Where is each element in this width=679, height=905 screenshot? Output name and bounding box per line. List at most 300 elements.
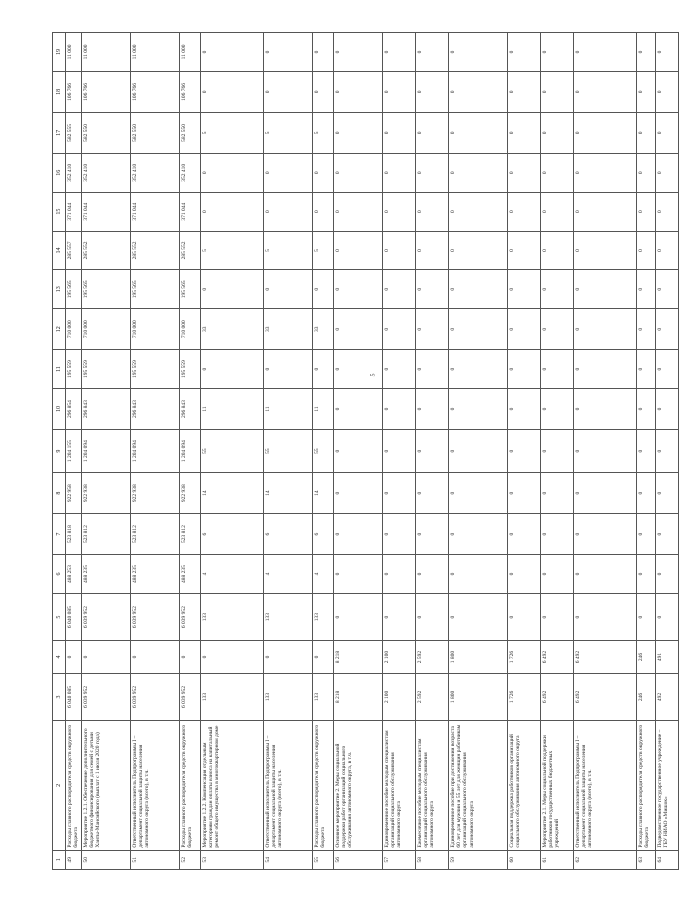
table-cell: 0 [415, 473, 448, 514]
table-cell: 6 [263, 514, 312, 555]
row-name: Подведомственное государственное учреждение – ГБУ НИАО «Мишок» [655, 721, 678, 850]
row-name: Ежемесячное пособие молодым специалистам организаций социального обслуживания автономного округа [415, 721, 448, 850]
table-cell: 0 [540, 112, 573, 153]
table-cell: 0 [333, 153, 382, 192]
row-number: 56 [333, 850, 382, 869]
table-cell: 11 [312, 389, 333, 430]
table-cell: 0 [636, 593, 655, 640]
table-cell: 0 [448, 192, 507, 231]
table-cell: 0 [636, 71, 655, 112]
row-name: Мероприятие 2.1. Меры социальной поддержки работников государственных бюджетных учреждений [540, 721, 573, 850]
column-number: 15 [53, 192, 66, 231]
table-cell: 6 492 [540, 673, 573, 720]
table-cell: 0 [507, 231, 540, 270]
table-cell: 195 565 [66, 270, 82, 309]
table-cell: 0 [448, 389, 507, 430]
table-cell: 0 [540, 153, 573, 192]
table-cell: 0 [655, 593, 678, 640]
table-cell: 285 552 [179, 231, 200, 270]
table-cell: 0 [636, 309, 655, 350]
table-cell: 0 [448, 270, 507, 309]
table-cell: 1 204 094 [179, 429, 200, 472]
table-cell: 0 [636, 192, 655, 231]
table-cell: 195 559 [130, 350, 179, 389]
row-number: 49 [66, 850, 82, 869]
table-cell: 33 [200, 309, 263, 350]
column-number: 13 [53, 270, 66, 309]
table-cell: 0 [636, 350, 655, 389]
table-cell: 0 [507, 593, 540, 640]
table-cell: 0 [448, 555, 507, 594]
table-cell: 0 [573, 514, 636, 555]
table-cell: 582 550 [81, 112, 130, 153]
table-cell: 0 [130, 641, 179, 673]
table-cell: 0 [382, 429, 415, 472]
table-cell: 1 726 [507, 641, 540, 673]
table-row [448, 33, 507, 870]
row-number: 50 [81, 850, 130, 869]
table-cell: 195 565 [81, 270, 130, 309]
table-cell: 8 218 [333, 673, 382, 720]
table-cell: 0 [655, 350, 678, 389]
table-cell: 55 [312, 429, 333, 472]
table-cell: 0 [507, 71, 540, 112]
table-row [655, 33, 678, 870]
table-row [130, 33, 179, 870]
table-cell: 0 [415, 33, 448, 72]
table-cell: 0 [382, 71, 415, 112]
row-number: 58 [415, 850, 448, 869]
table-cell: 0 [655, 555, 678, 594]
table-cell: 0 [382, 33, 415, 72]
table-cell: 0 [573, 231, 636, 270]
table-cell: 0 [655, 192, 678, 231]
table-cell: 922 938 [130, 473, 179, 514]
table-cell: 0 [333, 309, 382, 350]
table-cell: 4 [200, 555, 263, 594]
table-cell: 0 [200, 192, 263, 231]
budget-table-body [53, 33, 679, 870]
table-cell: 0 [655, 389, 678, 430]
table-cell: 0 [263, 270, 312, 309]
row-name: Расходы главного распорядителя средств окружного бюджета [179, 721, 200, 850]
table-cell: 0 [540, 309, 573, 350]
table-cell: 0 [448, 71, 507, 112]
table-cell: 6 492 [573, 673, 636, 720]
table-cell: 5 [200, 112, 263, 153]
table-cell: 0 [382, 555, 415, 594]
table-cell: 0 [540, 71, 573, 112]
table-cell: 0 [200, 350, 263, 389]
table-cell: 0 [636, 270, 655, 309]
table-cell: 0 [655, 429, 678, 472]
table-cell: 195 559 [179, 350, 200, 389]
column-number: 10 [53, 389, 66, 430]
table-cell: 0 [573, 593, 636, 640]
table-cell: 582 555 [66, 112, 82, 153]
row-name: Ответственный исполнитель Подпрограммы I – департамент социальной защиты населения автономного округа (всего), в т.ч. [573, 721, 636, 850]
table-cell: 11 000 [130, 33, 179, 72]
table-cell: 488 253 [66, 555, 82, 594]
table-cell: 6 039 952 [130, 673, 179, 720]
table-cell: 352 410 [179, 153, 200, 192]
table-cell: 296 854 [66, 389, 82, 430]
table-cell: 5 [263, 112, 312, 153]
table-cell: 0 [507, 473, 540, 514]
table-row [81, 33, 130, 870]
column-number: 3 [53, 673, 66, 720]
table-cell: 2 592 [415, 673, 448, 720]
table-cell: 6 492 [540, 641, 573, 673]
table-cell: 0 [333, 112, 382, 153]
row-name: Мероприятие 1.2.2. Компенсация отдельным категориям граждан оплаты взноса на капитальный ремонт общего имущества в многоквартирном доме [200, 721, 263, 850]
table-cell: 0 [448, 33, 507, 72]
row-name: Расходы главного распорядителя средств окружного бюджета [636, 721, 655, 850]
table-cell: 195 559 [81, 350, 130, 389]
table-cell: 0 [382, 514, 415, 555]
table-cell: 133 [263, 673, 312, 720]
table-cell: 710 000 [130, 309, 179, 350]
table-cell: 0 [333, 71, 382, 112]
header-row [53, 33, 66, 870]
table-cell: 2 100 [382, 673, 415, 720]
column-number: 12 [53, 309, 66, 350]
table-cell: 0 [333, 192, 382, 231]
table-cell: 0 [415, 389, 448, 430]
table-cell: 0 [448, 153, 507, 192]
table-cell: 0 [312, 350, 333, 389]
table-cell: 1 204 094 [81, 429, 130, 472]
row-number: 64 [655, 850, 678, 869]
table-cell: 6 039 952 [130, 593, 179, 640]
table-cell: 55 [200, 429, 263, 472]
table-cell: 0 [382, 231, 415, 270]
table-cell: 0 [540, 231, 573, 270]
table-cell: 582 550 [179, 112, 200, 153]
table-cell: 0 [636, 389, 655, 430]
table-cell: 285 552 [81, 231, 130, 270]
table-cell: 1 204 155 [66, 429, 82, 472]
row-name: Расходы главного распорядителя средств окружного бюджета [66, 721, 82, 850]
table-cell: 0 [573, 71, 636, 112]
table-cell: 0 [415, 350, 448, 389]
table-cell: 0 [200, 71, 263, 112]
table-cell: 582 550 [130, 112, 179, 153]
table-cell: 0 [448, 514, 507, 555]
table-cell: 0 [333, 231, 382, 270]
table-cell: 195 565 [130, 270, 179, 309]
table-cell: 285 557 [66, 231, 82, 270]
table-cell: 0 [200, 153, 263, 192]
table-cell: 1 204 094 [130, 429, 179, 472]
row-number: 54 [263, 850, 312, 869]
table-cell: 0 [636, 112, 655, 153]
table-cell: 488 235 [179, 555, 200, 594]
table-cell: 0 [540, 350, 573, 389]
table-cell: 1 800 [448, 673, 507, 720]
table-row [312, 33, 333, 870]
row-name: Основное мероприятие 2. Меры социальной поддержки работ организаций социального обслуживания автономного округа, в т.ч. [333, 721, 382, 850]
table-cell: 0 [573, 473, 636, 514]
table-cell: 0 [263, 33, 312, 72]
table-cell: 1 800 [448, 641, 507, 673]
table-cell: 0 [573, 112, 636, 153]
table-cell: 106 766 [66, 71, 82, 112]
table-cell: 0 [263, 153, 312, 192]
table-cell: 0 [415, 555, 448, 594]
table-cell: 0 [312, 33, 333, 72]
table-cell: 0 [540, 514, 573, 555]
table-cell: 0 [312, 153, 333, 192]
row-number: 61 [540, 850, 573, 869]
table-cell: 0 [382, 270, 415, 309]
table-cell: 5 [312, 112, 333, 153]
table-row [200, 33, 263, 870]
table-cell: 5 [312, 231, 333, 270]
table-cell: 5 [200, 231, 263, 270]
table-row [507, 33, 540, 870]
table-cell: 0 [507, 389, 540, 430]
table-cell: 0 [448, 350, 507, 389]
table-cell: 0 [448, 593, 507, 640]
table-cell: 0 [415, 429, 448, 472]
table-cell: 0 [415, 231, 448, 270]
table-cell: 285 552 [130, 231, 179, 270]
column-number: 18 [53, 71, 66, 112]
table-cell: 0 [573, 429, 636, 472]
column-number: 11 [53, 350, 66, 389]
table-cell: 6 040 085 [66, 673, 82, 720]
table-cell: 133 [312, 673, 333, 720]
table-cell: 0 [263, 192, 312, 231]
table-cell: 352 410 [81, 153, 130, 192]
table-cell: 0 [448, 309, 507, 350]
table-cell: 371 044 [81, 192, 130, 231]
row-number: 63 [636, 850, 655, 869]
table-cell: 523 812 [130, 514, 179, 555]
table-cell: 6 039 952 [81, 673, 130, 720]
table-cell: 0 [81, 641, 130, 673]
table-cell: 6 039 952 [81, 593, 130, 640]
table-cell: 0 [636, 555, 655, 594]
table-cell: 0 [540, 473, 573, 514]
table-cell: 0 [655, 309, 678, 350]
table-cell: 0 [507, 555, 540, 594]
table-cell: 33 [312, 309, 333, 350]
table-cell: 4 [263, 555, 312, 594]
table-cell: 0 [540, 429, 573, 472]
table-cell: 0 [540, 389, 573, 430]
table-cell: 0 [507, 112, 540, 153]
table-cell: 0 [573, 33, 636, 72]
column-number: 14 [53, 231, 66, 270]
table-cell: 0 [333, 33, 382, 72]
budget-table [52, 32, 679, 870]
row-name: Мероприятие 1.2.1. Обеспечение дополнительного бюджетного финансирования для семей с детьми Ханты-Мансийского (выплат с 1 июля 2020 года) [81, 721, 130, 850]
table-cell: 488 235 [130, 555, 179, 594]
table-cell: 0 [382, 473, 415, 514]
table-cell: 0 [382, 153, 415, 192]
table-cell: 0 [507, 309, 540, 350]
row-number: 53 [200, 850, 263, 869]
table-cell: 0 [636, 33, 655, 72]
table-cell: 0 [540, 593, 573, 640]
table-cell: 523 812 [81, 514, 130, 555]
table-cell: 6 [200, 514, 263, 555]
table-cell: 0 [382, 593, 415, 640]
table-cell: 0 [448, 429, 507, 472]
table-cell: 0 [448, 112, 507, 153]
table-cell: 0 [573, 555, 636, 594]
table-cell: 4 [312, 555, 333, 594]
table-cell: 0 [655, 231, 678, 270]
table-cell: 0 [415, 309, 448, 350]
table-cell: 296 843 [179, 389, 200, 430]
table-cell: 246 [636, 673, 655, 720]
table-cell: 0 [540, 270, 573, 309]
table-cell: 8 218 [333, 641, 382, 673]
table-cell: 0 [573, 153, 636, 192]
table-row [415, 33, 448, 870]
table-cell: 11 [263, 389, 312, 430]
table-cell: 0 [333, 473, 382, 514]
table-row [179, 33, 200, 870]
column-number: 2 [53, 721, 66, 850]
table-cell: 0 [382, 389, 415, 430]
table-cell: 0 [333, 270, 382, 309]
table-row [263, 33, 312, 870]
row-name: Социальная поддержка работников организаций социального обслуживания автономного округа [507, 721, 540, 850]
row-name: Единовременное пособие молодым специалистам организаций социального обслуживания автономного округа [382, 721, 415, 850]
row-name: Единовременное пособие при достижении возраста 60 лет для мужчин и 55 лет для женщин работникам организаций социального обслуживания автономного округа [448, 721, 507, 850]
table-cell: 0 [573, 350, 636, 389]
column-number: 5 [53, 593, 66, 640]
table-cell: 0 [200, 33, 263, 72]
table-cell: 0 [655, 71, 678, 112]
table-cell: 352 410 [130, 153, 179, 192]
table-cell: 523 818 [66, 514, 82, 555]
table-cell: 0 [200, 641, 263, 673]
rotated-page [52, 32, 669, 870]
table-cell: 922 938 [81, 473, 130, 514]
table-cell: 133 [312, 593, 333, 640]
table-cell: 0 [333, 429, 382, 472]
row-number: 51 [130, 850, 179, 869]
table-row [573, 33, 636, 870]
column-number: 8 [53, 473, 66, 514]
table-cell: 371 044 [130, 192, 179, 231]
table-cell: 0 [573, 270, 636, 309]
table-cell: 6 040 085 [66, 593, 82, 640]
table-cell: 0 [636, 473, 655, 514]
table-cell: 0 [382, 192, 415, 231]
table-cell: 6 039 952 [179, 673, 200, 720]
table-cell: 0 [540, 555, 573, 594]
table-cell: 0 [382, 112, 415, 153]
table-cell: 0 [448, 473, 507, 514]
page-number: 5 [370, 373, 377, 377]
table-cell: 0 [333, 514, 382, 555]
table-cell: 5 [263, 231, 312, 270]
table-cell: 0 [415, 514, 448, 555]
table-cell: 0 [507, 192, 540, 231]
row-number: 59 [448, 850, 507, 869]
table-cell: 0 [636, 231, 655, 270]
row-number: 55 [312, 850, 333, 869]
table-row [333, 33, 382, 870]
column-number: 9 [53, 429, 66, 472]
column-number: 17 [53, 112, 66, 153]
table-cell: 195 559 [66, 350, 82, 389]
column-number: 6 [53, 555, 66, 594]
table-cell: 0 [382, 350, 415, 389]
table-cell: 246 [636, 641, 655, 673]
row-number: 57 [382, 850, 415, 869]
table-cell: 195 565 [179, 270, 200, 309]
row-name: Расходы главного распорядителя средств окружного бюджета [312, 721, 333, 850]
table-cell: 296 843 [81, 389, 130, 430]
table-cell: 133 [200, 593, 263, 640]
table-cell: 0 [573, 309, 636, 350]
column-number: 4 [53, 641, 66, 673]
table-cell: 14 [312, 473, 333, 514]
table-cell: 11 000 [66, 33, 82, 72]
rotated-table-wrapper [52, 32, 669, 870]
table-cell: 523 812 [179, 514, 200, 555]
table-cell: 710 000 [81, 309, 130, 350]
table-cell: 106 766 [130, 71, 179, 112]
table-cell: 0 [415, 112, 448, 153]
table-cell: 371 044 [179, 192, 200, 231]
table-cell: 55 [263, 429, 312, 472]
row-name: Ответственный исполнитель Подпрограммы I – департамент социальной защиты населения автономного округа (всего), в т.ч. [263, 721, 312, 850]
table-cell: 11 000 [81, 33, 130, 72]
table-cell: 0 [507, 429, 540, 472]
table-cell: 106 766 [81, 71, 130, 112]
table-cell: 0 [655, 112, 678, 153]
table-cell: 0 [540, 33, 573, 72]
table-cell: 492 [655, 673, 678, 720]
table-cell: 14 [263, 473, 312, 514]
table-cell: 33 [263, 309, 312, 350]
table-cell: 1 726 [507, 673, 540, 720]
table-cell: 0 [333, 350, 382, 389]
table-cell: 0 [507, 350, 540, 389]
table-cell: 0 [263, 350, 312, 389]
table-cell: 0 [415, 593, 448, 640]
table-cell: 0 [415, 270, 448, 309]
table-cell: 0 [540, 192, 573, 231]
table-cell: 6 [312, 514, 333, 555]
table-cell: 0 [507, 153, 540, 192]
table-cell: 6 492 [573, 641, 636, 673]
column-number: 16 [53, 153, 66, 192]
table-cell: 0 [655, 473, 678, 514]
table-cell: 0 [636, 514, 655, 555]
table-cell: 0 [312, 641, 333, 673]
table-row [382, 33, 415, 870]
table-cell: 0 [415, 192, 448, 231]
table-row [66, 33, 82, 870]
table-cell: 0 [200, 270, 263, 309]
row-number: 62 [573, 850, 636, 869]
table-cell: 710 000 [66, 309, 82, 350]
row-name: Ответственный исполнитель Подпрограммы I – департамент социальной защиты населения автономного округа (всего), в т.ч. [130, 721, 179, 850]
table-cell: 0 [263, 641, 312, 673]
table-cell: 6 039 952 [179, 593, 200, 640]
table-row [540, 33, 573, 870]
table-cell: 488 235 [81, 555, 130, 594]
